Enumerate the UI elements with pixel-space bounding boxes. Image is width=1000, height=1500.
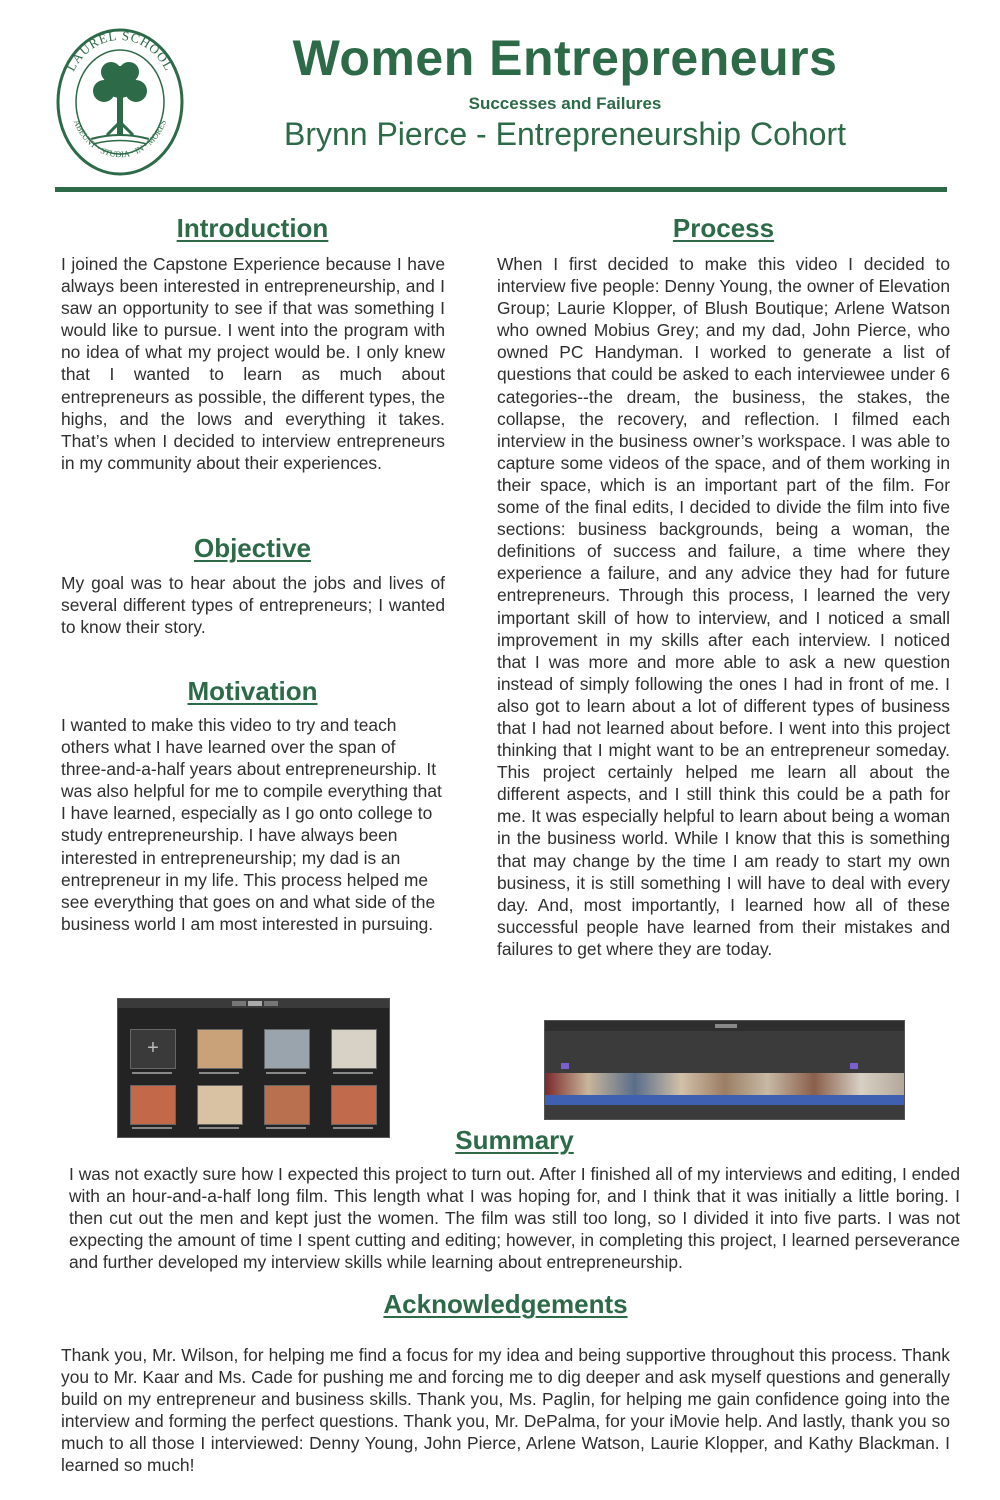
imovie-theater-screenshot: [117, 998, 390, 1138]
poster-subtitle: Successes and Failures: [468, 94, 662, 113]
motivation-heading: Motivation: [187, 676, 318, 706]
acknowledgements-heading: Acknowledgements: [383, 1289, 628, 1319]
laurel-school-logo: [55, 27, 185, 177]
objective-heading: Objective: [193, 533, 312, 563]
plus-icon: +: [130, 1029, 176, 1069]
process-text: When I first decided to make this video I decided to interview five people: Denny Young, the owner of Elevation Group; Laurie Klopper, of Blush Boutique; Arlene Watson who owned Mobius Grey; and my dad, John Pierce, who owned PC Handyman. I worked to generate a list of questions that could be asked to each interviewee under 6 categories--the dream, the business, the stakes, the collapse, the recovery, and reflection. I filmed each interview in the business owner’s workspace. I was able to capture some videos of the space, and of them working in their space, which is an important part of the film. For some of the final edits, I decided to divide the film into five sections: business backgrounds, being a woman, the definitions of success and failure, a time where they experience a failure, and any advice they had for future entrepreneurs. Through this process, I learned the very important skill of how to interview, and I noticed a small improvement in my skills after each interview. I noticed that I was more and more able to ask a new question instead of simply following the ones I had in front of me. I also got to learn about a lot of different types of business that I had not learned about before. I went into this project thinking that I might want to be an entrepreneur someday. This project certainly helped me learn all about the different aspects, and I still think this could be a path for me. It was especially helpful to learn about being a woman in the business world. While I know that this is something that may change by the time I am ready to start my own business, it is still something I will have to deal with every day. And, most importantly, I learned how all of these successful people have learned from their mistakes and failures to get where they are today.: [497, 254, 950, 959]
motivation-text: I wanted to make this video to try and teach others what I have learned over the span of three-and-a-half years about entrepreneurship. It was also helpful for me to compile everything that I have learned, especially as I go onto college to study entrepreneurship. I have always been interested in entrepreneurship; my dad is an entrepreneur in my life. This process helped me see everything that goes on and what side of the business world I am most interested in pursuing.: [61, 715, 442, 934]
summary-heading: Summary: [455, 1125, 574, 1155]
tree-icon: [55, 27, 185, 177]
process-heading: Process: [672, 213, 775, 243]
introduction-text: I joined the Capstone Experience because I have always been interested in entrepreneurship, and I saw an opportunity to see if that was something I would like to pursue. I went into the program with no idea of what my project would be. I only knew that I wanted to learn as much about entrepreneurs as possible, the different types, the highs, and the lows and everything it takes. That’s when I decided to interview entrepreneurs in my community about their experiences.: [61, 254, 445, 473]
imovie-timeline-screenshot: [544, 1020, 905, 1120]
header-divider: [55, 187, 947, 192]
logo-top-text: LAUREL SCHOOL: [62, 27, 178, 74]
poster-title: Women Entrepreneurs: [292, 30, 838, 86]
introduction-heading: Introduction: [176, 213, 329, 243]
logo-bottom-text: ABEUNT · STUDIA · IN · MORES: [71, 118, 169, 160]
objective-text: My goal was to hear about the jobs and lives of several different types of entrepreneurs; I wanted to know their story.: [61, 573, 445, 638]
summary-text: I was not exactly sure how I expected this project to turn out. After I finished all of my interviews and editing, I ended with an hour-and-a-half long film. This length what I was hoping for, and I think that it was initially a little boring. I then cut out the men and kept just the women. The film was still too long, so I divided it into five parts. I was not expecting the amount of time I spent cutting and editing; however, in completing this project, I learned perseverance and further developed my interview skills while learning about entrepreneurship.: [69, 1164, 960, 1273]
poster-author: Brynn Pierce - Entrepreneurship Cohort: [283, 116, 847, 152]
acknowledgements-text: Thank you, Mr. Wilson, for helping me find a focus for my idea and being supportive throughout this process. Thank you to Mr. Kaar and Ms. Cade for pushing me and forcing me to dig deeper and ask myself questions and generally build on my entrepreneur and business skills. Thank you, Ms. Paglin, for helping me gain confidence going into the interview and forming the perfect questions. Thank you, Mr. DePalma, for your iMovie help. And lastly, thank you so much to all those I interviewed: Denny Young, John Pierce, Arlene Watson, Laurie Klopper, and Kathy Blackman. I learned so much!: [61, 1345, 950, 1476]
